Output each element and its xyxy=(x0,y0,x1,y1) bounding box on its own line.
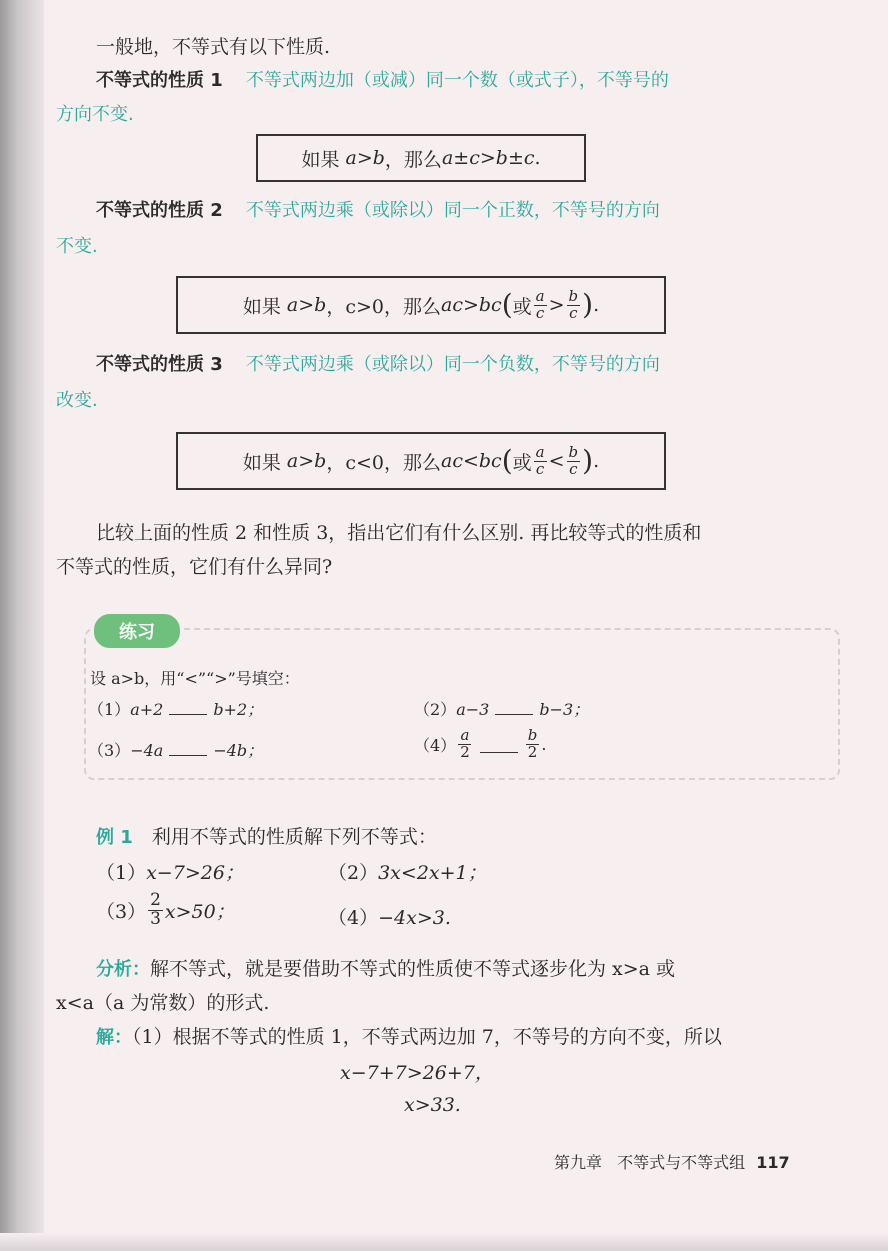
analysis-label: 分析： xyxy=(96,959,150,980)
page-footer xyxy=(554,1150,790,1173)
answer-blank[interactable] xyxy=(169,698,207,715)
page-number: 117 xyxy=(756,1153,790,1172)
solution-line1 xyxy=(96,1022,722,1049)
formula-text: 如果 xyxy=(242,295,281,318)
property-2-formula-box: 如果 a > b ，c>0，那么 ac>bc ( 或 $\frac{a}{c}$ > $\frac{b}{c}$ ) . xyxy=(176,276,666,334)
var-b: b xyxy=(495,147,508,169)
exercise-label: 练习 xyxy=(92,612,182,650)
property-3-formula-box: 如果 a > b ，c<0，那么 ac<bc ( 或 $\frac{a}{c}$ < $\frac{b}{c}$ ) . xyxy=(176,432,666,490)
property-2-heading: 不等式的性质 2 xyxy=(96,200,223,221)
analysis-line2: x<a（a 为常数）的形式. xyxy=(56,992,270,1014)
or-text: 或 xyxy=(512,295,532,318)
solution-equation-1: x−7+7>26+7， xyxy=(340,1062,494,1084)
property-1-rule: 不等式两边加（或减）同一个数（或式子），不等号的 xyxy=(245,70,669,91)
gt-sign: > xyxy=(356,147,373,169)
property-3-heading: 不等式的性质 3 xyxy=(96,354,223,375)
formula-text: 如果 xyxy=(242,451,281,474)
chapter-number: 第九章 xyxy=(554,1153,603,1172)
fraction-a-over-c: $\frac{a}{c}$ xyxy=(535,286,545,322)
compare-line1: 比较上面的性质 2 和性质 3，指出它们有什么区别. 再比较等式的性质和 xyxy=(96,522,702,544)
property-1-line1 xyxy=(96,66,669,92)
var-c: c xyxy=(523,147,535,169)
property-1-heading: 不等式的性质 1 xyxy=(96,70,223,91)
analysis-line1 xyxy=(96,954,675,981)
intro-text: 一般地，不等式有以下性质. xyxy=(96,36,331,58)
var-a: a xyxy=(441,147,454,169)
var-a: a xyxy=(345,147,357,169)
exercise-item-2: （2）a−3 b−3； xyxy=(414,700,590,719)
example-item-2: （2）3x<2x+1； xyxy=(328,862,487,884)
solution-text: （1）根据不等式的性质 1，不等式两边加 7，不等号的方向不变，所以 xyxy=(132,1026,722,1048)
example-1-title-line xyxy=(96,822,437,849)
exercise-item-1: （1）a+2 b+2； xyxy=(88,700,264,719)
property-2-line1 xyxy=(96,196,660,222)
gt-sign: > xyxy=(479,147,496,169)
fraction-a-over-c: $\frac{a}{c}$ xyxy=(535,442,545,478)
answer-blank[interactable] xyxy=(480,736,518,753)
formula-text: ，那么 xyxy=(384,148,442,171)
exercise-item-3: （3）−4a −4b； xyxy=(88,741,264,760)
property-2-rule-cont: 不变. xyxy=(56,236,98,257)
formula-result: ac>bc xyxy=(441,294,502,316)
property-3-rule: 不等式两边乘（或除以）同一个负数，不等号的方向 xyxy=(245,354,660,375)
fraction-a-over-2: $\frac{a}{2}$ xyxy=(460,726,470,761)
formula-condition: ，c<0，那么 xyxy=(326,451,441,474)
chapter-title: 不等式与不等式组 xyxy=(617,1153,746,1172)
example-title: 利用不等式的性质解下列不等式： xyxy=(151,826,437,848)
lt-sign: < xyxy=(548,450,565,472)
property-2-rule: 不等式两边乘（或除以）同一个正数，不等号的方向 xyxy=(245,200,660,221)
analysis-text: 解不等式，就是要借助不等式的性质使不等式逐步化为 x>a 或 xyxy=(150,958,676,980)
formula-text: 如果 xyxy=(301,148,340,171)
property-3-line1 xyxy=(96,350,660,376)
formula-condition: ，c>0，那么 xyxy=(326,295,441,318)
compare-line2: 不等式的性质，它们有什么异同? xyxy=(56,556,333,578)
fraction-two-thirds: $\frac{2}{3}$ xyxy=(150,890,161,929)
property-1-rule-cont: 方向不变. xyxy=(56,104,134,125)
var-b: b xyxy=(372,147,385,169)
answer-blank[interactable] xyxy=(495,698,533,715)
fraction-b-over-2: $\frac{b}{2}$ xyxy=(527,726,538,761)
pm-sign: ± xyxy=(507,147,524,169)
example-label: 例 1 xyxy=(96,827,133,848)
solution-equation-2: x>33. xyxy=(404,1094,461,1116)
or-text: 或 xyxy=(512,451,532,474)
fraction-b-over-c: $\frac{b}{c}$ xyxy=(568,442,579,478)
answer-blank[interactable] xyxy=(169,739,207,756)
property-3-rule-cont: 改变. xyxy=(56,390,98,411)
var-c: c xyxy=(469,147,480,169)
period: . xyxy=(534,147,541,169)
property-1-formula-box xyxy=(256,134,586,182)
exercise-item-4: （4） $\frac{a}{2}$ $\frac{b}{2}$ . xyxy=(414,726,547,761)
pm-sign: ± xyxy=(453,147,470,169)
solution-label: 解： xyxy=(96,1027,132,1048)
book-spine-shadow xyxy=(0,0,44,1251)
formula-result: ac<bc xyxy=(441,450,502,472)
example-item-3: （3） $\frac{2}{3}$ x>50； xyxy=(96,890,235,929)
fraction-b-over-c: $\frac{b}{c}$ xyxy=(568,286,579,322)
textbook-page xyxy=(56,0,846,1251)
exercise-prompt: 设 a>b，用“<”“>”号填空： xyxy=(90,669,300,688)
gt-sign: > xyxy=(548,294,565,316)
example-item-1: （1）x−7>26； xyxy=(96,862,244,884)
example-item-4: （4）−4x>3. xyxy=(328,907,451,929)
